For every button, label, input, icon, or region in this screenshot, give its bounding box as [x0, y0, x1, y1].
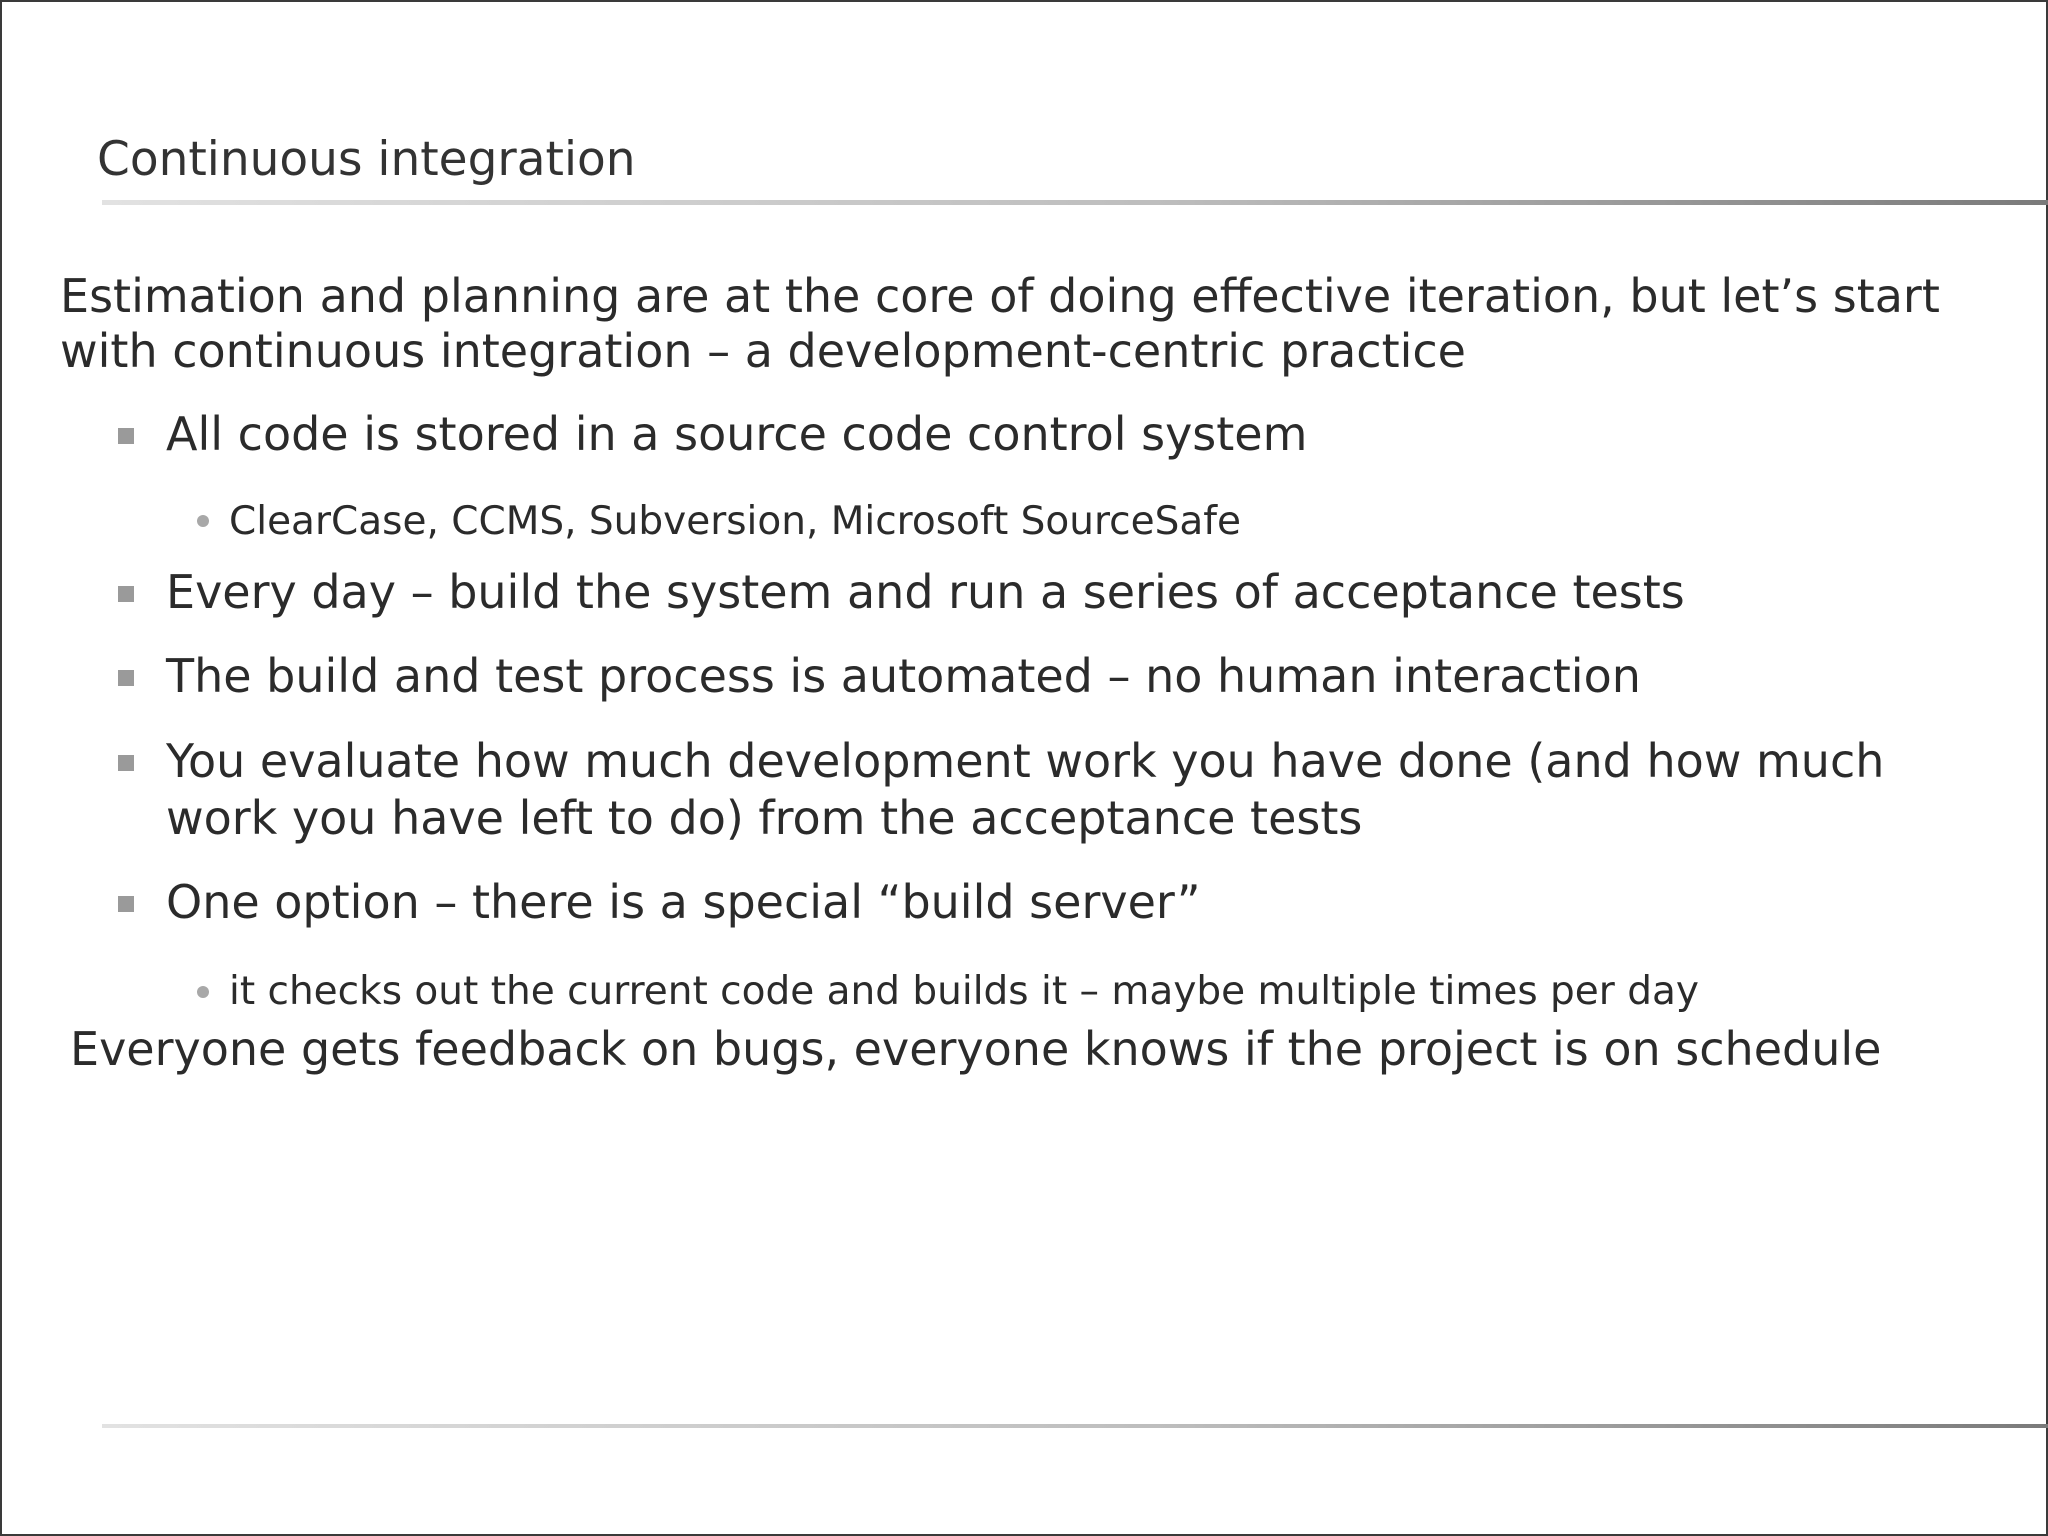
sub-item-tools: ClearCase, CCMS, Subversion, Microsoft SourceSafe	[229, 499, 1241, 544]
round-bullet-icon	[197, 515, 209, 527]
bullet-item-automated: The build and test process is automated – no human interaction	[166, 649, 1641, 703]
bullet-item-evaluate-line-1: You evaluate how much development work you have done (and how much	[166, 734, 1885, 788]
square-bullet-icon	[118, 670, 134, 686]
intro-paragraph	[60, 269, 1940, 379]
bullet-item-evaluate-line-2: work you have left to do) from the acceptance tests	[166, 791, 1363, 845]
bullet-item-build-server: One option – there is a special “build server”	[166, 875, 1201, 929]
bullet-item-every-day: Every day – build the system and run a series of acceptance tests	[166, 565, 1685, 619]
round-bullet-icon	[197, 986, 209, 998]
bullet-item-source-control: All code is stored in a source code control system	[166, 407, 1308, 461]
sub-item-checks-out: it checks out the current code and builds it – maybe multiple times per day	[229, 969, 1699, 1014]
square-bullet-icon	[118, 586, 134, 602]
slide-title: Continuous integration	[97, 132, 636, 187]
closing-statement: Everyone gets feedback on bugs, everyone knows if the project is on schedule	[70, 1022, 1882, 1076]
title-divider	[102, 200, 2048, 205]
square-bullet-icon	[118, 428, 134, 444]
square-bullet-icon	[118, 755, 134, 771]
intro-line-1: Estimation and planning are at the core of doing effective iteration, but let’s start	[60, 269, 1940, 323]
square-bullet-icon	[118, 896, 134, 912]
bullet-item-evaluate	[166, 733, 1884, 847]
footer-divider	[102, 1424, 2048, 1428]
intro-line-2: with continuous integration – a development-centric practice	[60, 324, 1466, 378]
